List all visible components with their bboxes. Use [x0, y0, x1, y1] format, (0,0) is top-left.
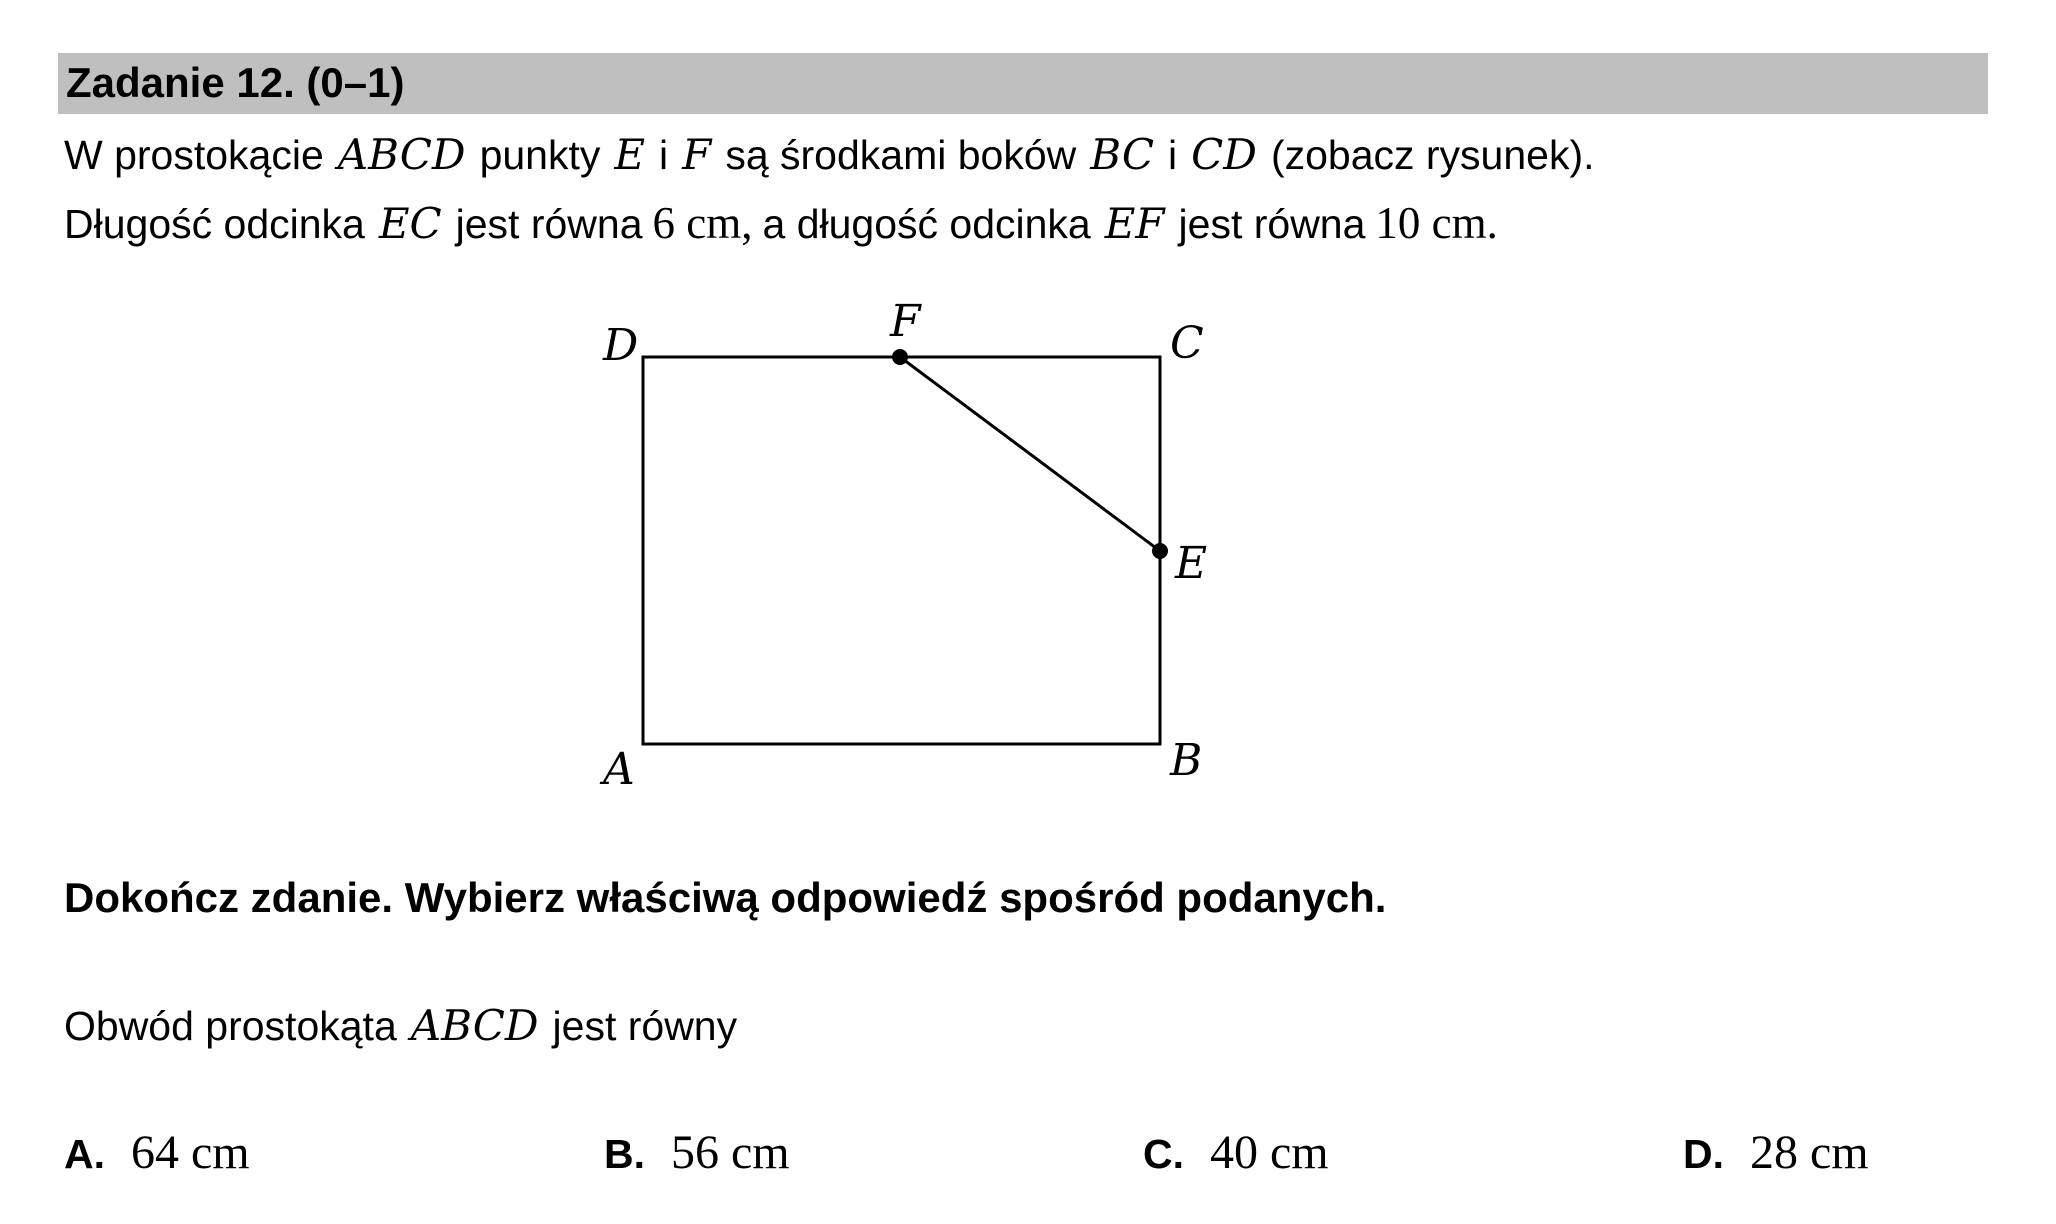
label-a: A: [603, 744, 635, 795]
intro-text: są środkami boków: [725, 132, 1077, 178]
math-f: F: [682, 130, 712, 179]
intro-text: i: [659, 132, 669, 178]
option-value: 28 cm: [1750, 1126, 1869, 1179]
intro-text: i: [1168, 132, 1178, 178]
intro-text: jest równa: [1178, 201, 1366, 247]
math-bc: BC: [1090, 130, 1155, 179]
intro-text: punkty: [479, 132, 601, 178]
instruction: Dokończ zdanie. Wybierz właściwą odpowiedź spośród podanych.: [64, 874, 1387, 921]
label-f: F: [890, 296, 921, 347]
math-ec: EC: [378, 199, 442, 248]
task-title: Zadanie 12. (0–1): [66, 59, 405, 106]
option-value: 40 cm: [1210, 1126, 1329, 1179]
option-letter: B.: [604, 1131, 645, 1177]
option-d[interactable]: [1683, 1125, 1869, 1182]
option-a[interactable]: [64, 1125, 250, 1182]
segment-ef: [900, 357, 1160, 551]
math-abcd: ABCD: [410, 1001, 539, 1050]
option-letter: C.: [1143, 1131, 1184, 1177]
option-b[interactable]: [604, 1125, 790, 1182]
option-c[interactable]: [1143, 1125, 1329, 1182]
point-e: [1152, 543, 1168, 559]
math-cd: CD: [1191, 130, 1257, 179]
math-abcd: ABCD: [337, 130, 466, 179]
value-ef-length: 10 cm.: [1375, 198, 1498, 248]
question-stem: [64, 998, 737, 1054]
stem-text: Obwód prostokąta: [64, 1003, 397, 1049]
label-d: D: [603, 320, 639, 371]
intro-text: jest równa: [455, 201, 643, 247]
option-letter: D.: [1683, 1131, 1724, 1177]
intro-text: Długość odcinka: [64, 201, 365, 247]
math-e: E: [614, 130, 646, 179]
option-letter: A.: [64, 1131, 105, 1177]
intro-text: (zobacz rysunek).: [1270, 132, 1595, 178]
rectangle-abcd: [643, 357, 1160, 744]
label-b: B: [1170, 735, 1203, 786]
value-ec-length: 6 cm,: [652, 198, 753, 248]
label-c: C: [1170, 318, 1204, 369]
label-e: E: [1175, 538, 1208, 589]
stem-text: jest równy: [552, 1003, 738, 1049]
intro-text: W prostokącie: [64, 132, 324, 178]
intro-text: a długość odcinka: [762, 201, 1091, 247]
option-value: 64 cm: [131, 1126, 250, 1179]
math-ef: EF: [1104, 199, 1165, 248]
option-value: 56 cm: [671, 1126, 790, 1179]
point-f: [892, 349, 908, 365]
